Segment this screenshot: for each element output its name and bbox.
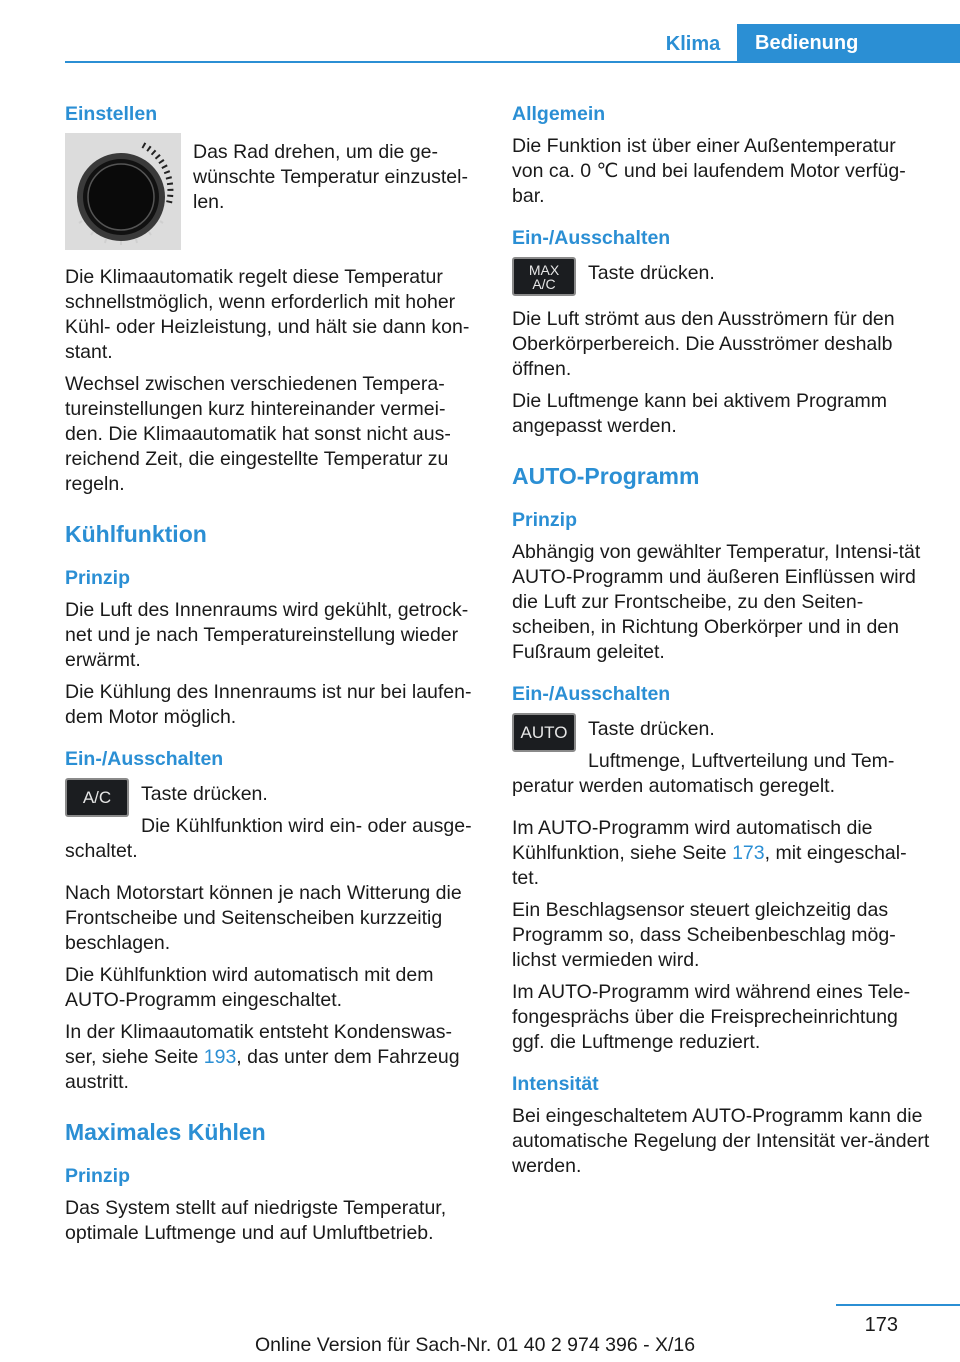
- paragraph: Im AUTO-Programm wird während eines Tele‐fongesprächs über die Freisprecheinrichtung ggf. die Luftmenge reduziert.: [512, 981, 911, 1053]
- header-rule: [65, 61, 960, 63]
- heading-kuehlfunktion: Kühlfunktion: [65, 521, 207, 547]
- page-link-193[interactable]: 193: [203, 1046, 237, 1068]
- temperature-knob-image: [65, 133, 181, 250]
- paragraph: Abhängig von gewählter Temperatur, Intensi‐tät AUTO-Programm und äußeren Einflüssen wird die Luft zur Frontscheibe, zu den Seiten‐scheiben, in Richtung Oberkörper und in den Fußraum geleitet.: [512, 541, 921, 663]
- heading-ein-ausschalten: Ein-/Ausschalten: [512, 227, 671, 249]
- max-label: MAX: [528, 261, 560, 278]
- max-press-text: Taste drücken.: [588, 262, 715, 284]
- auto-press-text: Taste drücken.: [588, 718, 715, 740]
- ac-button-icon: A/C: [65, 778, 129, 817]
- paragraph: Die Luft des Innenraums wird gekühlt, getrock‐net und je nach Temperatureinstellung wieder erwärmt.: [65, 599, 469, 671]
- paragraph: Die Funktion ist über einer Außentemperatur von ca. 0 ℃ und bei laufendem Motor verfüg‐bar.: [512, 135, 906, 207]
- auto-regulated-text: Luftmenge, Luftverteilung und Tem‐peratur werden automatisch geregelt.: [512, 750, 895, 797]
- left-column: [65, 102, 480, 1246]
- header-tab-bedienung: Bedienung: [737, 24, 960, 61]
- paragraph: [65, 1020, 480, 1095]
- einstellen-text: Das Rad drehen, um die ge‐wünschte Temperatur einzustel‐len.: [193, 141, 468, 213]
- text: In der Klimaautomatik entsteht Kondenswas‐ser, siehe Seite: [65, 1021, 452, 1068]
- heading-auto-programm: AUTO-Programm: [512, 463, 700, 489]
- heading-allgemein: Allgemein: [512, 103, 606, 125]
- page-number: 173: [864, 1314, 898, 1336]
- max-ac-button-icon: [512, 257, 576, 296]
- paragraph: Die Kühlfunktion wird automatisch mit dem AUTO-Programm eingeschaltet.: [65, 964, 434, 1011]
- paragraph: Die Klimaautomatik regelt diese Temperatur schnellstmöglich, wenn erforderlich mit hoher Kühl- oder Heizleistung, und hält sie dann kon‐stant.: [65, 266, 470, 363]
- paragraph: Das System stellt auf niedrigste Temperatur, optimale Luftmenge und auf Umluftbetrieb.: [65, 1197, 447, 1244]
- paragraph: Nach Motorstart können je nach Witterung die Frontscheibe und Seitenscheiben kurzzeitig beschlagen.: [65, 882, 462, 954]
- paragraph: Die Luftmenge kann bei aktivem Programm angepasst werden.: [512, 390, 888, 437]
- paragraph: Wechsel zwischen verschiedenen Tempera‐tureinstellungen kurz hintereinander vermei‐den. Die Klimaautomatik hat sonst nicht aus‐reichend Zeit, die eingestellte Temperatur zu regeln.: [65, 373, 451, 495]
- paragraph: Die Kühlung des Innenraums ist nur bei laufen‐dem Motor möglich.: [65, 681, 472, 728]
- paragraph: Ein Beschlagsensor steuert gleichzeitig das Programm so, dass Scheibenbeschlag mög‐lichst vermieden wird.: [512, 899, 896, 971]
- header-tab-klima: Klima: [665, 33, 721, 55]
- text: , das unter dem Fahrzeug austritt.: [65, 1046, 460, 1093]
- heading-ein-ausschalten: Ein-/Ausschalten: [65, 748, 224, 770]
- page-link-173[interactable]: 173: [732, 842, 765, 864]
- heading-ein-ausschalten: Ein-/Ausschalten: [512, 683, 671, 705]
- heading-einstellen: Einstellen: [65, 103, 158, 125]
- paragraph: [512, 816, 930, 891]
- ac-label: A/C: [532, 275, 556, 292]
- heading-prinzip: Prinzip: [512, 509, 578, 531]
- paragraph: Bei eingeschaltetem AUTO-Programm kann die automatische Regelung der Intensität ver‐ändert werden.: [512, 1105, 930, 1177]
- text: Im AUTO-Programm wird automatisch die Kühlfunktion, siehe Seite: [512, 817, 873, 864]
- ac-toggle-text: Die Kühlfunktion wird ein- oder ausge‐schaltet.: [65, 815, 472, 862]
- knob-icon: [65, 133, 181, 250]
- heading-prinzip: Prinzip: [65, 567, 131, 589]
- heading-prinzip: Prinzip: [65, 1165, 131, 1187]
- paragraph: Die Luft strömt aus den Ausströmern für den Oberkörperbereich. Die Ausströmer deshalb öffnen.: [512, 308, 895, 380]
- right-column: [512, 102, 930, 1179]
- online-version-note: Online Version für Sach-Nr. 01 40 2 974 396 - X/16: [255, 1334, 696, 1356]
- auto-button-icon: AUTO: [512, 713, 576, 752]
- footer-rule: [836, 1304, 960, 1306]
- heading-maximales-kuehlen: Maximales Kühlen: [65, 1119, 266, 1145]
- heading-intensitaet: Intensität: [512, 1073, 599, 1095]
- ac-press-text: Taste drücken.: [141, 783, 268, 805]
- text: , mit eingeschal‐tet.: [512, 842, 907, 889]
